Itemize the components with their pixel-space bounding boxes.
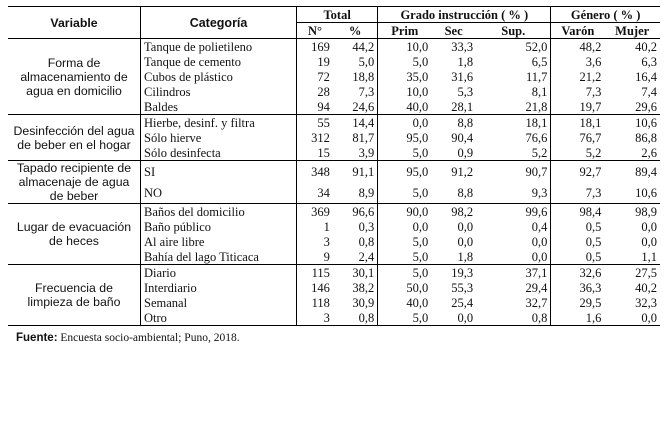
sec-cell: 5,3 — [457, 84, 474, 99]
n-cell: 115 — [297, 265, 333, 281]
sup-cell: 0,0 — [531, 234, 548, 249]
sec-cell: 19,3 — [431, 265, 476, 281]
pct-cell: 91,1 — [333, 161, 378, 183]
header-prim: Prim — [378, 23, 431, 39]
sup-cell: 32,7 — [525, 295, 548, 310]
sec-cell: 55,3 — [451, 280, 474, 295]
sup-cell: 0,0 — [531, 249, 548, 264]
n-cell: 34 — [297, 182, 333, 204]
source-text: Encuesta socio-ambiental; Puno, 2018. — [60, 332, 240, 344]
n-cell: 19 — [297, 54, 333, 69]
mujer-cell: 40,2 — [635, 280, 657, 295]
n-cell: 348 — [297, 161, 333, 183]
category-cell: Baño público — [141, 219, 297, 234]
category-cell: Tanque de cemento — [141, 54, 297, 69]
pct-cell: 96,6 — [333, 204, 378, 220]
sup-cell: 6,5 — [531, 54, 548, 69]
mujer-cell: 0,0 — [604, 310, 660, 326]
prim-cell: 5,0 — [378, 265, 431, 281]
sec-cell: 1,8 — [457, 54, 474, 69]
varon-cell: 92,7 — [551, 161, 604, 183]
prim-cell: 0,0 — [378, 219, 431, 234]
prim-cell: 40,0 — [378, 295, 431, 310]
sec-cell: 33,3 — [451, 39, 474, 54]
sup-cell: 0,8 — [476, 310, 551, 326]
varon-cell: 0,5 — [551, 249, 604, 265]
prim-cell: 5,0 — [378, 249, 431, 265]
varon-cell: 98,4 — [551, 204, 604, 220]
category-cell: Baldes — [141, 99, 297, 115]
header-mujer: Mujer — [604, 23, 660, 39]
category-cell: Semanal — [141, 295, 297, 310]
varon-cell: 0,5 — [551, 219, 604, 234]
sec-cell: 1,8 — [457, 249, 474, 264]
sup-cell: 29,4 — [525, 280, 548, 295]
header-sup: Sup. — [476, 23, 551, 39]
prim-cell: 90,0 — [378, 204, 431, 220]
pct-cell: 81,7 — [352, 130, 375, 145]
pct-cell: 30,9 — [352, 295, 375, 310]
pct-cell: 44,2 — [352, 39, 375, 54]
n-cell: 118 — [297, 295, 333, 310]
header-grado: Grado instrucción ( % ) — [378, 7, 551, 23]
sec-cell: 8,8 — [431, 115, 476, 131]
category-cell: Hierbe, desinf. y filtra — [141, 115, 297, 131]
n-cell: 146 — [297, 280, 333, 295]
pct-cell: 18,8 — [352, 69, 375, 84]
mujer-cell: 0,0 — [641, 219, 657, 234]
category-cell: Otro — [141, 310, 297, 326]
mujer-cell: 1,1 — [641, 249, 657, 264]
table-row — [8, 204, 660, 220]
mujer-cell: 98,9 — [604, 204, 660, 220]
category-cell: NO — [141, 182, 297, 204]
prim-cell: 0,0 — [378, 115, 431, 131]
table-row — [8, 161, 660, 183]
varon-cell: 3,6 — [551, 54, 604, 69]
prim-cell: 10,0 — [378, 39, 431, 55]
varon-cell: 1,6 — [551, 310, 604, 326]
category-cell: Interdiario — [141, 280, 297, 295]
sup-cell: 9,3 — [531, 185, 548, 200]
mujer-cell: 6,3 — [641, 54, 657, 69]
pct-cell: 24,6 — [352, 99, 375, 114]
mujer-cell: 0,0 — [641, 234, 657, 249]
varon-cell: 7,3 — [551, 84, 604, 99]
sup-cell: 37,1 — [476, 265, 551, 281]
source-note — [16, 332, 660, 344]
category-cell: Diario — [141, 265, 297, 281]
sec-cell: 0,0 — [431, 310, 476, 326]
varon-cell: 76,7 — [551, 130, 604, 145]
mujer-cell: 10,6 — [635, 185, 657, 200]
sup-cell: 0,4 — [531, 219, 548, 234]
sup-cell: 11,7 — [525, 69, 548, 84]
varon-cell: 29,5 — [551, 295, 604, 310]
n-cell: 1 — [297, 219, 333, 234]
pct-cell: 7,3 — [358, 84, 375, 99]
table-row — [8, 265, 660, 281]
header-total: Total — [297, 7, 378, 23]
prim-cell: 10,0 — [378, 84, 431, 99]
prim-cell: 95,0 — [378, 130, 431, 145]
table-header — [8, 7, 660, 39]
n-cell: 94 — [297, 99, 333, 115]
sec-cell: 28,1 — [451, 99, 474, 114]
header-varon: Varón — [551, 23, 604, 39]
sec-cell: 8,8 — [457, 185, 474, 200]
header-n: N° — [297, 23, 333, 39]
category-cell: Bahía del lago Titicaca — [141, 249, 297, 265]
pct-cell: 2,4 — [358, 249, 375, 264]
sup-cell: 8,1 — [531, 84, 548, 99]
sec-cell: 91,2 — [431, 161, 476, 183]
variable-cell: Forma de almacenamiento de agua en domicilio — [20, 55, 128, 98]
variable-cell: Desinfección del agua de beber en el hogar — [8, 115, 141, 161]
header-categoria: Categoría — [141, 7, 297, 39]
header-genero: Género ( % ) — [551, 7, 660, 23]
category-cell: Sólo desinfecta — [141, 145, 297, 161]
pct-cell: 3,9 — [358, 145, 375, 160]
pct-cell: 0,8 — [358, 234, 375, 249]
varon-cell: 19,7 — [551, 99, 604, 115]
sec-cell: 31,6 — [451, 69, 474, 84]
variable-cell: Tapado recipiente de almacenaje de agua de beber — [8, 161, 141, 204]
sec-cell: 0,0 — [457, 234, 474, 249]
n-cell: 72 — [297, 69, 333, 84]
category-cell: SI — [141, 161, 297, 183]
pct-cell: 30,1 — [333, 265, 378, 281]
sup-cell: 18,1 — [476, 115, 551, 131]
category-cell: Al aire libre — [141, 234, 297, 249]
sec-cell: 90,4 — [451, 130, 474, 145]
varon-cell: 32,6 — [551, 265, 604, 281]
varon-cell: 7,3 — [551, 182, 604, 204]
data-table — [8, 6, 660, 326]
prim-cell: 5,0 — [378, 234, 431, 249]
varon-cell: 21,2 — [551, 69, 604, 84]
n-cell: 3 — [297, 234, 333, 249]
n-cell: 15 — [297, 145, 333, 161]
sup-cell: 5,2 — [531, 145, 548, 160]
pct-cell: 38,2 — [352, 280, 375, 295]
header-pct: % — [333, 23, 378, 39]
mujer-cell: 32,3 — [635, 295, 657, 310]
n-cell: 28 — [297, 84, 333, 99]
category-cell: Tanque de polietileno — [141, 39, 297, 55]
pct-cell: 0,3 — [358, 219, 375, 234]
prim-cell: 5,0 — [378, 310, 431, 326]
category-cell: Baños del domicilio — [141, 204, 297, 220]
source-label: Fuente: — [16, 332, 58, 344]
prim-cell: 5,0 — [378, 182, 431, 204]
sec-cell: 25,4 — [451, 295, 474, 310]
varon-cell: 0,5 — [551, 234, 604, 249]
mujer-cell: 10,6 — [604, 115, 660, 131]
varon-cell: 18,1 — [551, 115, 604, 131]
n-cell: 169 — [297, 39, 333, 55]
n-cell: 3 — [297, 310, 333, 326]
prim-cell: 50,0 — [378, 280, 431, 295]
mujer-cell: 86,8 — [635, 130, 657, 145]
sup-cell: 76,6 — [525, 130, 548, 145]
prim-cell: 35,0 — [378, 69, 431, 84]
pct-cell: 8,9 — [358, 185, 375, 200]
sup-cell: 52,0 — [525, 39, 548, 54]
n-cell: 55 — [297, 115, 333, 131]
pct-cell: 5,0 — [358, 54, 375, 69]
mujer-cell: 16,4 — [635, 69, 657, 84]
variable-cell: Frecuencia de limpieza de baño — [8, 265, 141, 326]
table-row — [8, 39, 660, 55]
varon-cell: 36,3 — [551, 280, 604, 295]
table-body — [8, 39, 660, 326]
n-cell: 369 — [297, 204, 333, 220]
prim-cell: 95,0 — [378, 161, 431, 183]
sup-cell: 21,8 — [525, 99, 548, 114]
sec-cell: 0,9 — [457, 145, 474, 160]
pct-cell: 14,4 — [333, 115, 378, 131]
table-row — [8, 115, 660, 131]
variable-cell: Lugar de evacuación de heces — [8, 204, 141, 265]
n-cell: 9 — [297, 249, 333, 265]
category-cell: Cubos de plástico — [141, 69, 297, 84]
sup-cell: 90,7 — [476, 161, 551, 183]
table-container — [8, 6, 660, 344]
mujer-cell: 29,6 — [635, 99, 657, 114]
sup-cell: 99,6 — [476, 204, 551, 220]
prim-cell: 5,0 — [378, 54, 431, 69]
sec-cell: 98,2 — [431, 204, 476, 220]
sec-cell: 0,0 — [457, 219, 474, 234]
pct-cell: 0,8 — [333, 310, 378, 326]
mujer-cell: 7,4 — [641, 84, 657, 99]
varon-cell: 48,2 — [551, 39, 604, 55]
mujer-cell: 27,5 — [604, 265, 660, 281]
header-variable: Variable — [8, 7, 141, 39]
category-cell: Cilindros — [141, 84, 297, 99]
mujer-cell: 89,4 — [604, 161, 660, 183]
n-cell: 312 — [297, 130, 333, 145]
varon-cell: 5,2 — [551, 145, 604, 161]
mujer-cell: 2,6 — [641, 145, 657, 160]
category-cell: Sólo hierve — [141, 130, 297, 145]
mujer-cell: 40,2 — [635, 39, 657, 54]
prim-cell: 40,0 — [378, 99, 431, 115]
prim-cell: 5,0 — [378, 145, 431, 161]
header-sec: Sec — [431, 23, 476, 39]
